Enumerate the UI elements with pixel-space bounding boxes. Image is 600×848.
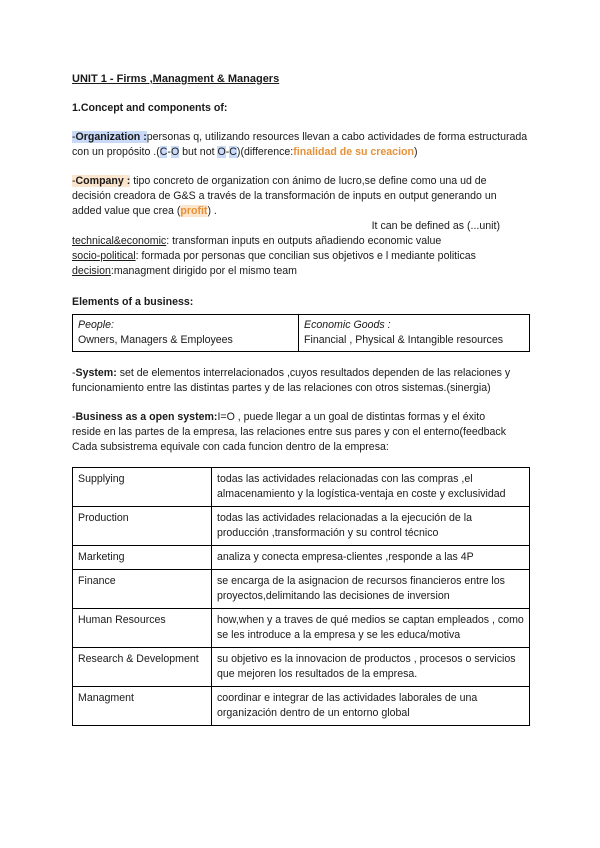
function-name: Human Resources (73, 609, 212, 648)
organization-prefix: - (72, 131, 76, 143)
people-cell (73, 315, 299, 352)
company-text: tipo concreto de organization con ánimo de lucro,se define como una ud de decisión creadora de G&S a través de la transformación de inputs en output generando un added value que crea ( (72, 175, 497, 217)
system-text: set de elementos interrelacionados ,cuyos resultados dependen de las relaciones y funcionamiento entre las distintas partes y de las relaciones con otros sistemas.(sinergia) (72, 367, 511, 394)
business-open-text1: I=O , puede llegar a un goal de distintas formas y el éxito (217, 411, 486, 423)
business-open-term: Business as a open system: (75, 411, 218, 423)
organization-difference: )(difference: (236, 146, 294, 158)
goods-value: Financial , Physical & Intangible resources (304, 334, 504, 346)
system-prefix: - (72, 367, 76, 379)
system-paragraph (72, 366, 528, 396)
business-open-paragraph (72, 410, 528, 455)
function-description: todas las actividades relacionadas con las compras ,el almacenamiento y la logística-ventaja en coste y exclusividad (212, 468, 530, 507)
function-description: se encarga de la asignacion de recursos financieros entre los proyectos,delimitando las decisiones de inversion (212, 570, 530, 609)
organization-c1: C (159, 146, 168, 158)
organization-c2: C (229, 146, 237, 158)
company-profit: profit (180, 205, 208, 217)
organization-text: personas q, utilizando resources llevan a cabo actividades de forma estructurada con un propósito .( (72, 131, 528, 158)
organization-term: Organization : (75, 131, 147, 143)
unit-title: UNIT 1 - Firms ,Managment & Managers (72, 73, 280, 85)
function-row (73, 546, 530, 570)
function-row (73, 468, 530, 507)
decision-term: decision (72, 265, 111, 277)
organization-o2: O (217, 146, 226, 158)
business-open-line3: Cada subsistrema equivale con cada funcion dentro de la empresa: (72, 441, 389, 453)
function-row (73, 609, 530, 648)
function-name: Managment (73, 687, 212, 726)
decision-text: :managment dirigido por el mismo team (110, 265, 297, 277)
organization-but-not: but not (179, 146, 218, 158)
function-description: su objetivo es la innovacion de productos , procesos o servicios que mejoren los resultados de la empresa. (212, 648, 530, 687)
document-page (72, 72, 528, 726)
functions-table (72, 467, 530, 726)
organization-o1: O (170, 146, 180, 158)
company-paragraph (72, 174, 528, 219)
company-prefix: - (72, 175, 76, 187)
business-open-line1 (72, 410, 528, 425)
function-row (73, 507, 530, 546)
business-open-prefix: - (72, 411, 76, 423)
function-description: how,when y a traves de qué medios se captan empleados , como se les introduce a la empresa y se les educa/motiva (212, 609, 530, 648)
function-description: coordinar e integrar de las actividades laborales de una organización dentro de un entorno global (212, 687, 530, 726)
people-label: People: (78, 319, 114, 331)
technical-text: : transforman inputs en outputs añadiendo economic value (166, 235, 442, 247)
organization-paragraph (72, 130, 528, 160)
function-name: Research & Development (73, 648, 212, 687)
function-name: Finance (73, 570, 212, 609)
elements-table (72, 314, 530, 352)
function-description: todas las actividades relacionadas a la ejecución de la producción ,transformación y su control técnico (212, 507, 530, 546)
function-row (73, 648, 530, 687)
functions-body (73, 468, 530, 726)
goods-cell (299, 315, 530, 352)
function-name: Supplying (73, 468, 212, 507)
organization-dash1: - (167, 146, 171, 158)
technical-term: technical&economic (72, 235, 167, 247)
function-row (73, 687, 530, 726)
company-text-end: ) . (207, 205, 217, 217)
goods-label: Economic Goods : (304, 319, 391, 331)
function-name: Production (73, 507, 212, 546)
people-value: Owners, Managers & Employees (78, 334, 233, 346)
company-line-socio (72, 249, 528, 264)
function-description: analiza y conecta empresa-clientes ,responde a las 4P (212, 546, 530, 570)
organization-dash2: - (225, 146, 230, 158)
company-defined-as: It can be defined as (...unit) (371, 220, 500, 232)
business-open-line2: reside en las partes de la empresa, las relaciones entre sus pares y con el enterno(feedback (72, 426, 506, 438)
company-line-technical (72, 234, 528, 249)
organization-finalidad: finalidad de su creacion (293, 146, 414, 158)
elements-row (73, 315, 530, 352)
socio-term: socio-political (72, 250, 136, 262)
function-row (73, 570, 530, 609)
system-term: System: (75, 367, 117, 379)
company-line-decision (72, 264, 528, 279)
organization-close: ) (413, 146, 418, 158)
function-name: Marketing (73, 546, 212, 570)
elements-heading: Elements of a business: (72, 296, 194, 308)
section-heading: 1.Concept and components of: (72, 102, 228, 114)
socio-text: : formada por personas que concilian sus objetivos e l mediante politicas (135, 250, 476, 262)
company-term: Company : (75, 175, 131, 187)
